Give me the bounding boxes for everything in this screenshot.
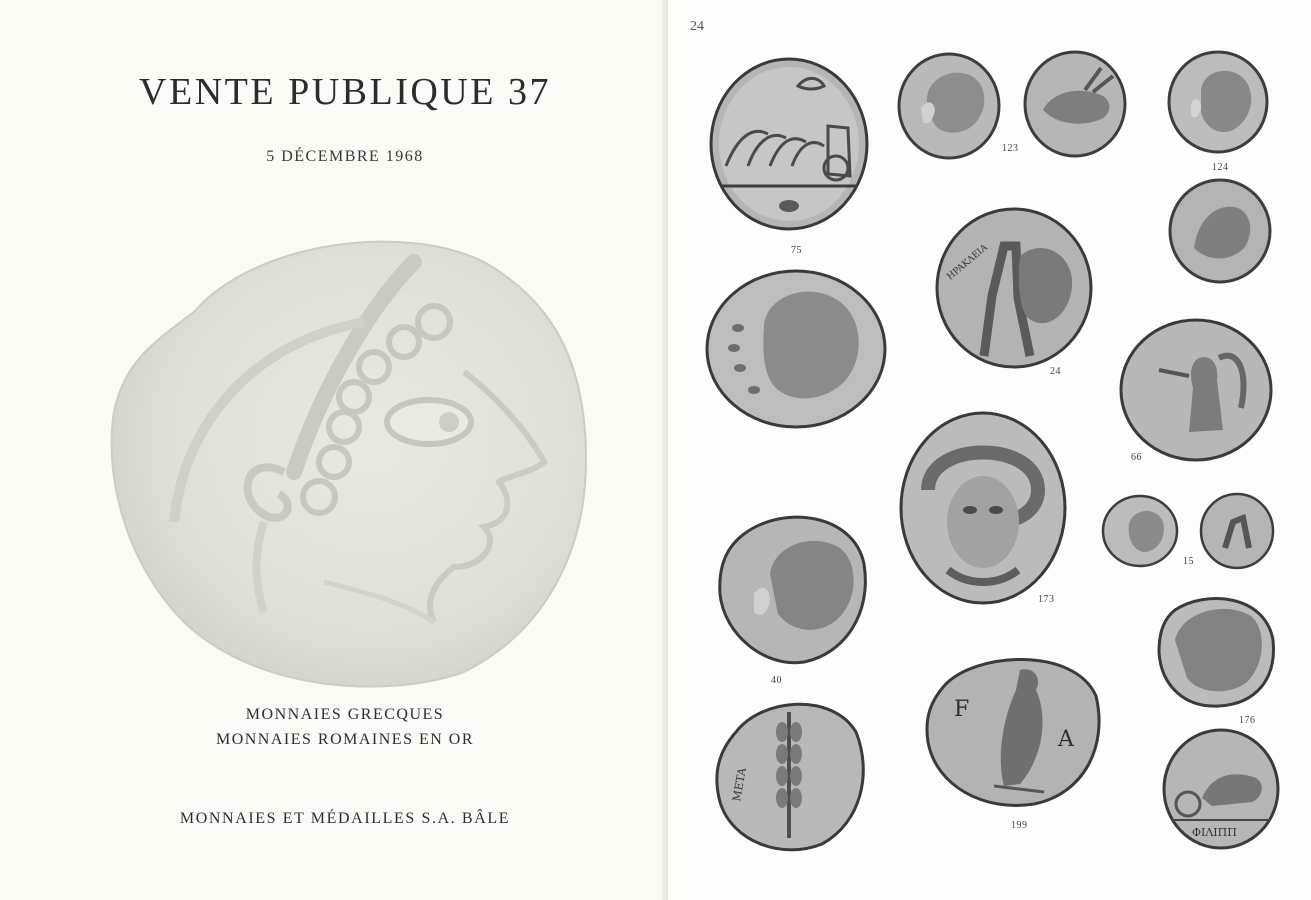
coin-small-head-15 <box>1101 494 1179 568</box>
biga-inscription: ΦIΛIΠΠ <box>1192 826 1237 839</box>
coin-nymph-124 <box>1167 50 1269 154</box>
coin-biga <box>1162 728 1280 850</box>
coin-seated-nike-66 <box>1119 318 1273 462</box>
lot-number: 75 <box>791 245 802 256</box>
coin-small-figure-15 <box>1199 492 1275 570</box>
lot-number: 199 <box>1011 820 1028 831</box>
page-number: 24 <box>690 19 704 34</box>
coin-quadriga <box>708 56 870 232</box>
coin-hare-123 <box>1023 50 1127 158</box>
sale-date: 5 DÉCEMBRE 1968 <box>266 148 424 165</box>
eagle-letter-right: A <box>1058 727 1074 752</box>
subtitle-roman-gold: MONNAIES ROMAINES EN OR <box>215 731 475 748</box>
heracles-inscription: HPAKΛEIA <box>945 242 990 283</box>
coin-barley-ear <box>712 692 866 852</box>
lot-number: 15 <box>1183 556 1194 567</box>
coin-facing-head-173 <box>898 410 1068 606</box>
lot-number: 66 <box>1131 452 1142 463</box>
coin-heracles-kneeling <box>1168 178 1272 284</box>
lot-number: 124 <box>1212 162 1229 173</box>
coin-arethusa <box>704 268 888 430</box>
lot-number: 123 <box>1002 143 1019 154</box>
lot-number: 173 <box>1038 594 1055 605</box>
publisher-name: MONNAIES ET MÉDAILLES S.A. BÂLE <box>179 810 511 827</box>
coin-laureate-head-176 <box>1155 590 1277 708</box>
coin-heracles-lion-24 <box>934 206 1094 370</box>
sale-title: VENTE PUBLIQUE 37 <box>139 71 551 113</box>
barley-inscription: META <box>730 766 749 803</box>
lot-number: 176 <box>1239 715 1256 726</box>
lot-number: 40 <box>771 675 782 686</box>
coin-eagle-199 <box>924 646 1104 808</box>
subtitle-greek-coins: MONNAIES GRECQUES <box>245 706 445 723</box>
lot-number: 24 <box>1050 366 1061 377</box>
coin-female-head-40 <box>714 504 868 666</box>
eagle-letter-left: F <box>954 697 970 722</box>
athena-coin-image <box>104 222 590 692</box>
coin-female-head-123 <box>897 52 1001 160</box>
